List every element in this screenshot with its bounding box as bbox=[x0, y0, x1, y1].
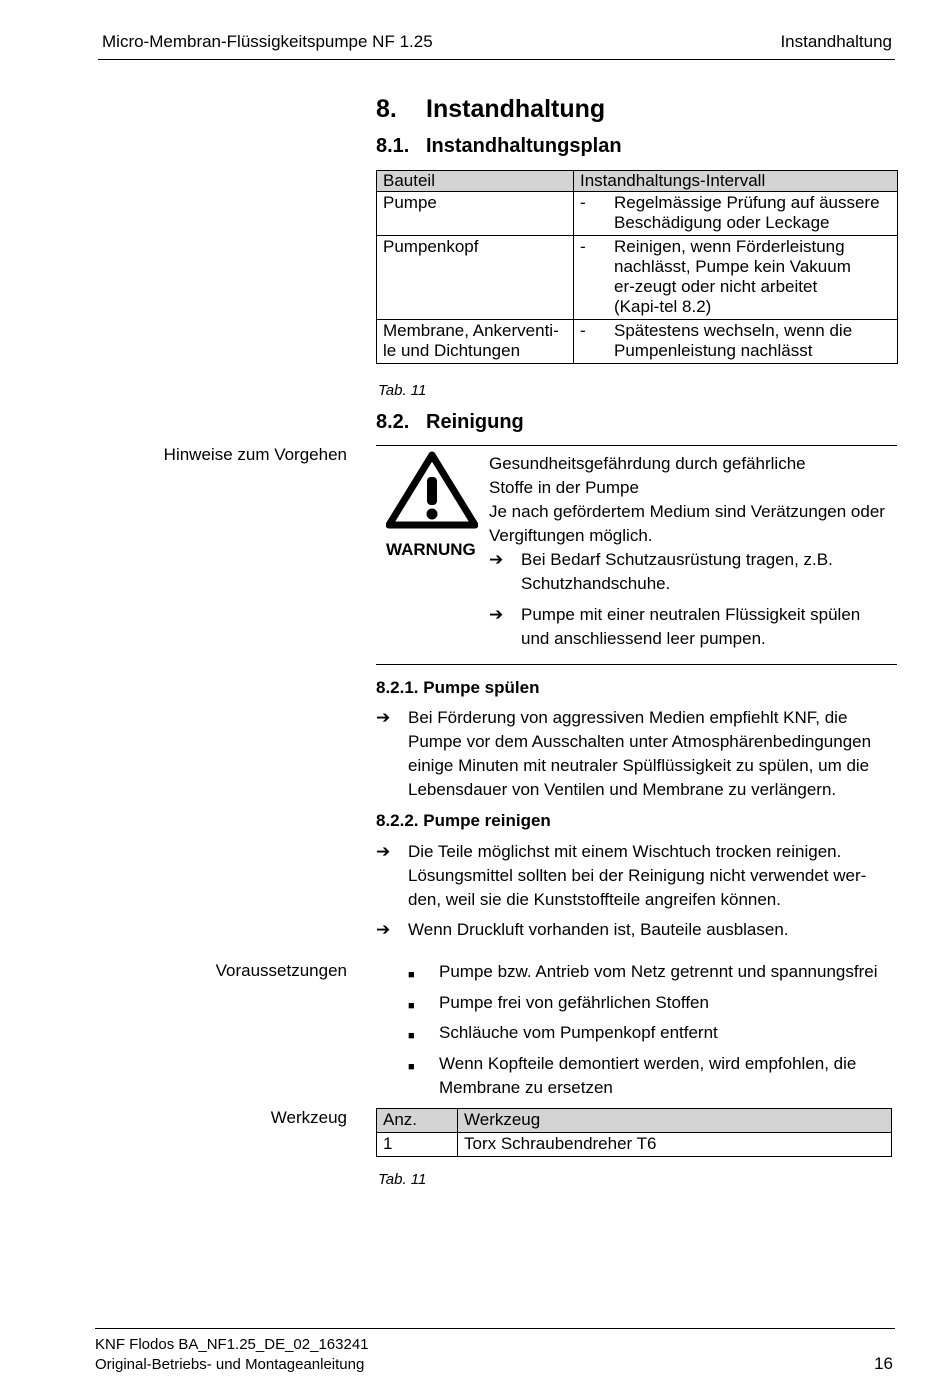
warning-step bbox=[489, 603, 879, 651]
section-heading bbox=[376, 95, 605, 124]
table-header-cell: Instandhaltungs-Intervall bbox=[574, 171, 898, 192]
rinse-number: 8.2.1. bbox=[376, 678, 419, 697]
clean-number: 8.2.2. bbox=[376, 811, 419, 830]
bullet-icon: ■ bbox=[408, 1030, 415, 1042]
bullet-icon: ■ bbox=[408, 1061, 415, 1073]
table-cell-interval bbox=[574, 320, 898, 364]
list-dash: - bbox=[580, 193, 586, 212]
table-caption: Tab. 11 bbox=[378, 1171, 427, 1188]
side-label-procedure-notes: Hinweise zum Vorgehen bbox=[163, 445, 347, 464]
clean-text: Wenn Druckluft vorhanden ist, Bauteile ausblasen. bbox=[408, 920, 789, 939]
table-cell-qty: 1 bbox=[377, 1133, 458, 1157]
list-item bbox=[376, 991, 896, 1015]
list-dash: - bbox=[580, 321, 586, 340]
footer-document-id: KNF Flodos BA_NF1.25_DE_02_163241 bbox=[95, 1336, 369, 1353]
warning-description-line: Vergiftungen möglich. bbox=[489, 526, 653, 545]
prerequisite-text: Pumpe frei von gefährlichen Stoffen bbox=[439, 993, 709, 1012]
warning-description-line: Je nach gefördertem Medium sind Verätzungen oder bbox=[489, 502, 885, 521]
list-item bbox=[376, 1052, 896, 1100]
page-number: 16 bbox=[874, 1354, 893, 1373]
arrow-icon: ➔ bbox=[489, 550, 504, 569]
maintenance-plan-table bbox=[376, 170, 898, 364]
subsection-title: Reinigung bbox=[426, 411, 524, 433]
warning-text bbox=[489, 452, 901, 548]
list-item bbox=[376, 960, 896, 984]
warning-step-text: Bei Bedarf Schutzausrüstung tragen, z.B. Schutzhandschuhe. bbox=[521, 550, 833, 593]
table-caption: Tab. 11 bbox=[378, 382, 427, 399]
part-text: Membrane, Ankerventi-le und Dichtungen bbox=[383, 321, 559, 360]
arrow-icon: ➔ bbox=[376, 842, 391, 861]
clean-text: Die Teile möglichst mit einem Wischtuch trocken reinigen. Lösungsmittel sollten bei der Reinigung nicht verwendet wer-den, weil sie die Kunststoffteile angreifen können. bbox=[408, 842, 867, 909]
clean-instruction bbox=[376, 918, 896, 942]
list-dash: - bbox=[580, 237, 586, 256]
clean-heading bbox=[376, 811, 551, 831]
bullet-icon: ■ bbox=[408, 1000, 415, 1012]
table-header-cell: Bauteil bbox=[377, 171, 574, 192]
tools-table bbox=[376, 1108, 892, 1157]
warning-triangle-icon bbox=[386, 451, 478, 529]
header-chapter-title: Instandhaltung bbox=[780, 32, 892, 51]
rinse-text: Bei Förderung von aggressiven Medien empfiehlt KNF, die Pumpe vor dem Ausschalten unter Atmosphärenbedingungen einige Minuten mit neutraler Spülflüssigkeit zu spülen, um die Lebensdauer von Ventilen und Membrane zu verlängern. bbox=[408, 708, 872, 799]
arrow-icon: ➔ bbox=[489, 605, 504, 624]
subsection-heading-plan bbox=[376, 135, 622, 158]
arrow-icon: ➔ bbox=[376, 920, 391, 939]
list-item bbox=[376, 1021, 896, 1045]
arrow-icon: ➔ bbox=[376, 708, 391, 727]
subsection-number: 8.2. bbox=[376, 411, 410, 433]
subsection-number: 8.1. bbox=[376, 135, 410, 157]
table-cell-part: Pumpe bbox=[377, 192, 574, 236]
table-header-row bbox=[377, 1109, 892, 1133]
interval-text: Reinigen, wenn Förderleistung nachlässt, Pumpe kein Vakuum er-zeugt oder nicht arbeitet (Kapi-tel 8.2) bbox=[614, 237, 851, 316]
clean-title: Pumpe reinigen bbox=[423, 811, 551, 830]
rinse-title: Pumpe spülen bbox=[423, 678, 540, 697]
header-rule bbox=[98, 59, 895, 60]
warning-bottom-rule bbox=[376, 664, 897, 665]
prerequisite-text: Schläuche vom Pumpenkopf entfernt bbox=[439, 1023, 718, 1042]
bullet-icon: ■ bbox=[408, 969, 415, 981]
table-row bbox=[377, 320, 898, 364]
table-header-cell: Werkzeug bbox=[458, 1109, 892, 1133]
table-row bbox=[377, 236, 898, 320]
rinse-heading bbox=[376, 678, 539, 698]
table-row bbox=[377, 1133, 892, 1157]
table-header-cell: Anz. bbox=[377, 1109, 458, 1133]
table-cell-interval bbox=[574, 192, 898, 236]
interval-text: Regelmässige Prüfung auf äussere Beschädigung oder Leckage bbox=[614, 193, 880, 232]
warning-step-text: Pumpe mit einer neutralen Flüssigkeit spülen und anschliessend leer pumpen. bbox=[521, 605, 861, 648]
table-cell-part bbox=[377, 320, 574, 364]
interval-text: Spätestens wechseln, wenn die Pumpenleistung nachlässt bbox=[614, 321, 853, 360]
subsection-heading-cleaning bbox=[376, 411, 524, 434]
header-document-title: Micro-Membran-Flüssigkeitspumpe NF 1.25 bbox=[102, 32, 433, 51]
warning-top-rule bbox=[376, 445, 897, 446]
prerequisite-text: Pumpe bzw. Antrieb vom Netz getrennt und spannungsfrei bbox=[439, 962, 878, 981]
subsection-title: Instandhaltungsplan bbox=[426, 135, 622, 157]
clean-instruction bbox=[376, 840, 896, 912]
table-cell-interval bbox=[574, 236, 898, 320]
table-row bbox=[377, 192, 898, 236]
rinse-instruction bbox=[376, 706, 896, 802]
footer-document-type: Original-Betriebs- und Montageanleitung bbox=[95, 1356, 365, 1373]
side-label-tools: Werkzeug bbox=[270, 1108, 347, 1127]
footer-rule bbox=[95, 1328, 895, 1329]
prerequisite-text: Wenn Kopfteile demontiert werden, wird empfohlen, die Membrane zu ersetzen bbox=[439, 1054, 857, 1097]
side-label-prerequisites: Voraussetzungen bbox=[215, 961, 347, 980]
warning-step bbox=[489, 548, 879, 596]
table-cell-part: Pumpenkopf bbox=[377, 236, 574, 320]
warning-label: WARNUNG bbox=[386, 540, 476, 559]
warning-hazard-line: Stoffe in der Pumpe bbox=[489, 478, 639, 497]
warning-hazard-line: Gesundheitsgefährdung durch gefährliche bbox=[489, 454, 806, 473]
section-number: 8. bbox=[376, 95, 397, 123]
table-header-row bbox=[377, 171, 898, 192]
table-cell-tool: Torx Schraubendreher T6 bbox=[458, 1133, 892, 1157]
section-title: Instandhaltung bbox=[426, 95, 606, 123]
